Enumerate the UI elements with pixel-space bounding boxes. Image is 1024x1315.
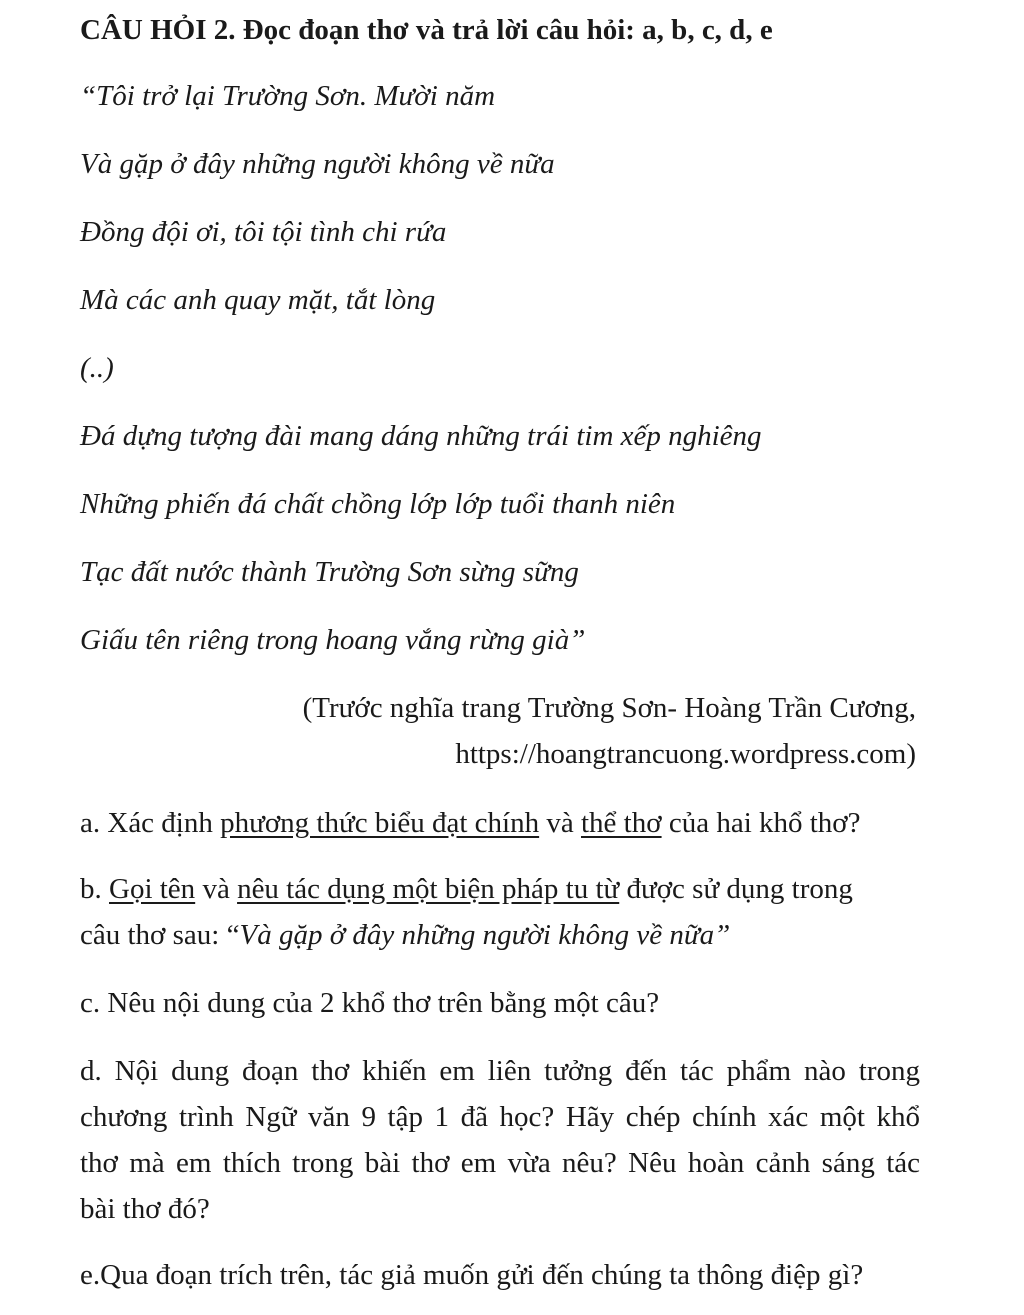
poem-line-4: Mà các anh quay mặt, tắt lòng — [80, 284, 436, 316]
question-a-prefix: a. Xác định — [80, 807, 221, 839]
poem-line-1: “Tôi trở lại Trường Sơn. Mười năm — [80, 80, 496, 112]
question-d-line-2: chương trình Ngữ văn 9 tập 1 đã học? Hãy chép chính xác một khổ — [80, 1101, 920, 1133]
poem-line-8: Giấu tên riêng trong hoang vắng rừng già” — [80, 624, 586, 656]
question-d — [80, 1048, 920, 1232]
question-a-suffix: của hai khổ thơ? — [661, 807, 861, 839]
question-e-text: e.Qua đoạn trích trên, tác giả muốn gửi đến chúng ta thông điệp gì? — [80, 1259, 864, 1291]
question-e — [80, 1252, 920, 1298]
question-d-line-4: bài thơ đó? — [80, 1193, 210, 1225]
question-c-text: c. Nêu nội dung của 2 khổ thơ trên bằng một câu? — [80, 987, 660, 1019]
poem-line-5: Đá dựng tượng đài mang dáng những trái tim xếp nghiêng — [80, 420, 762, 452]
question-b-mid: và — [195, 873, 238, 905]
question-heading: CÂU HỎI 2. Đọc đoạn thơ và trả lời câu hỏi: a, b, c, d, e — [80, 14, 773, 46]
question-b — [80, 866, 920, 958]
source-citation-url: https://hoangtrancuong.wordpress.com) — [455, 738, 916, 770]
question-c — [80, 980, 920, 1026]
question-a — [80, 800, 920, 846]
question-b-underlined-2: nêu tác dụng một biện pháp tu từ — [237, 873, 620, 905]
poem-line-7: Tạc đất nước thành Trường Sơn sừng sững — [80, 556, 579, 588]
source-citation-line-1: (Trước nghĩa trang Trường Sơn- Hoàng Trần Cương, — [302, 692, 916, 724]
question-b-underlined-1: Gọi tên — [109, 873, 196, 905]
poem-line-2: Và gặp ở đây những người không về nữa — [80, 148, 555, 180]
question-b-prefix: b. — [80, 873, 109, 905]
question-a-underlined-2: thể thơ — [581, 807, 662, 839]
question-b-line2-prefix: câu thơ sau: “ — [80, 919, 240, 951]
question-d-line-1: d. Nội dung đoạn thơ khiến em liên tưởng đến tác phẩm nào trong — [80, 1055, 920, 1087]
question-b-line2-suffix: ” — [714, 919, 731, 951]
poem-ellipsis: (..) — [80, 352, 114, 384]
question-b-suffix: được sử dụng trong — [619, 873, 853, 905]
question-a-underlined-1: phương thức biểu đạt chính — [220, 807, 540, 839]
poem-line-3: Đồng đội ơi, tôi tội tình chi rứa — [80, 216, 447, 248]
question-b-quote: Và gặp ở đây những người không về nữa — [239, 919, 715, 951]
question-d-line-3: thơ mà em thích trong bài thơ em vừa nêu? Nêu hoàn cảnh sáng tác — [80, 1147, 920, 1179]
question-a-mid: và — [539, 807, 581, 839]
poem-line-6: Những phiến đá chất chồng lớp lớp tuổi thanh niên — [80, 488, 676, 520]
